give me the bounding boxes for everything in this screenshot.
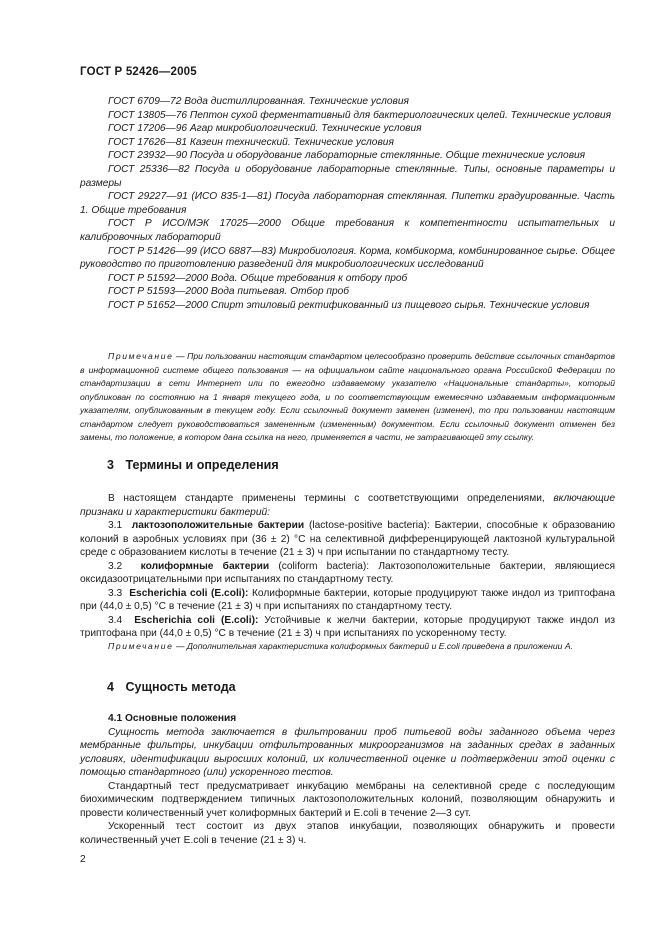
section-intro: В настоящем стандарте применены термины с соответствующими определениями, включающие признаки и характеристики бактерий: [80, 493, 615, 518]
term-definition: 3.4 Escherichia coli (E.coli): Устойчивые к желчи бактерии, которые продуцируют также индол из триптофана при (44,0 ± 0,5) °С в течение (21 ± 3) ч при испытаниях по ускоренному тесту. [80, 614, 615, 639]
paragraph: Ускоренный тест состоит из двух этапов инкубации, позволяющих обнаружить и провести количественный учет E.coli в течение (21 ± 3) ч. [80, 821, 615, 846]
section-number: 3 [107, 458, 114, 472]
section-title: Термины и определения [125, 458, 279, 472]
reference-item: ГОСТ Р 51593—2000 Вода питьевая. Отбор проб [108, 286, 350, 298]
page-header: ГОСТ Р 52426—2005 [80, 66, 197, 78]
term-definition: 3.2 колиформные бактерии (coliform bacteria): Лактозоположительные бактерии, являющиеся оксидазоотрицательными при испытаниях по стандартному тесту. [80, 560, 615, 585]
reference-item: ГОСТ 23932—90 Посуда и оборудование лабораторные стеклянные. Общие технические условия [108, 150, 586, 162]
term-definition: 3.1 лактозоположительные бактерии (lactose-positive bacteria): Бактерии, способные к образованию колоний в аэробных условиях при (36 ± 2) °С на селективной дифференцирующей лактозной культуральной среде с образованием кислоты в течение (21 ± 3) ч при испытании по стандартному тесту. [80, 520, 615, 558]
note-text: — Дополнительная характеристика колиформных бактерий и E.coli приведена в приложении А. [173, 641, 573, 651]
note-lead: Примечание [108, 351, 174, 361]
note-references [80, 350, 615, 445]
reference-item: ГОСТ 6709—72 Вода дистиллированная. Технические условия [108, 96, 409, 107]
reference-item: ГОСТ 25336—82 Посуда и оборудование лабораторные стеклянные. Типы, основные параметры и размеры [80, 163, 615, 189]
reference-item: ГОСТ Р 51426—99 (ИСО 6887—83) Микробиология. Корма, комбикорма, комбинированное сырье. Общее руководство по приготовлению разведений для микробиологических исследований [80, 245, 615, 271]
section-heading [107, 680, 236, 694]
reference-item: ГОСТ Р 51652—2000 Спирт этиловый ректификованный из пищевого сырья. Технические условия [108, 299, 590, 311]
reference-list [80, 95, 615, 313]
section-heading [107, 458, 279, 472]
reference-item: ГОСТ 17626—81 Казеин технический. Технические условия [108, 136, 394, 148]
section-4-body [80, 712, 615, 847]
reference-item: ГОСТ Р 51592—2000 Вода. Общие требования к отбору проб [108, 272, 408, 284]
subsection-heading: 4.1 Основные положения [108, 713, 237, 724]
section-3-body [80, 492, 615, 641]
note-text: — При пользовании настоящим стандартом целесообразно проверить действие ссылочных стандартов в информационной системе общего пользования — на официальном сайте национального органа Российской Федерации по стандартизации в сети Интернет или по ежегодно издаваемому указателю «Национальные стандарты», который опубликован по состоянию на 1 января текущего года, и по соответствующим ежемесячно издаваемым информационным указателям, опубликованным в текущем году. Если ссылочный документ заменен (изменен), то при пользовании настоящим стандартом следует руководствоваться замененным (измененным) документом. Если ссылочный документ отменен без замены, то положение, в котором дана ссылка на него, применяется в части, не затрагивающей эту ссылку. [80, 351, 615, 442]
reference-item: ГОСТ 13805—76 Пептон сухой ферментативный для бактериологических целей. Технические условия [108, 109, 612, 121]
paragraph: Сущность метода заключается в фильтровании проб питьевой воды заданного объема через мембранные фильтры, инкубации отфильтрованных микроорганизмов на заданных средах в заданных условиях, идентификации выросших колоний, их количественной оценке и подтверждении этой оценки с помощью стандартного (или) ускоренного тестов. [80, 726, 615, 778]
note-coliform [80, 640, 615, 654]
term-definition: 3.3 Escherichia coli (E.coli): Колиформные бактерии, которые продуцируют также индол из триптофана при (44,0 ± 0,5) °С в течение (21 ± 3) ч при испытаниях по стандартному тесту. [80, 587, 615, 612]
section-title: Сущность метода [125, 680, 236, 694]
reference-item: ГОСТ Р ИСО/МЭК 17025—2000 Общие требования к компетентности испытательных и калибровочных лабораторий [80, 218, 615, 243]
reference-item: ГОСТ 17206—96 Агар микробиологический. Технические условия [108, 123, 422, 135]
section-number: 4 [107, 680, 114, 694]
note-lead: Примечание [108, 641, 174, 651]
reference-item: ГОСТ 29227—91 (ИСО 835-1—81) Посуда лабораторная стеклянная. Пипетки градуированные. Часть 1. Общие требования [80, 191, 615, 216]
paragraph: Стандартный тест предусматривает инкубацию мембраны на селективной среде с последующим биохимическим подтверждением типичных лактозоположительных колоний, позволяющим обнаружить и провести количественный учет колиформных бактерий и E.coli в течение 2—3 сут. [80, 780, 615, 819]
page-number: 2 [80, 854, 86, 865]
